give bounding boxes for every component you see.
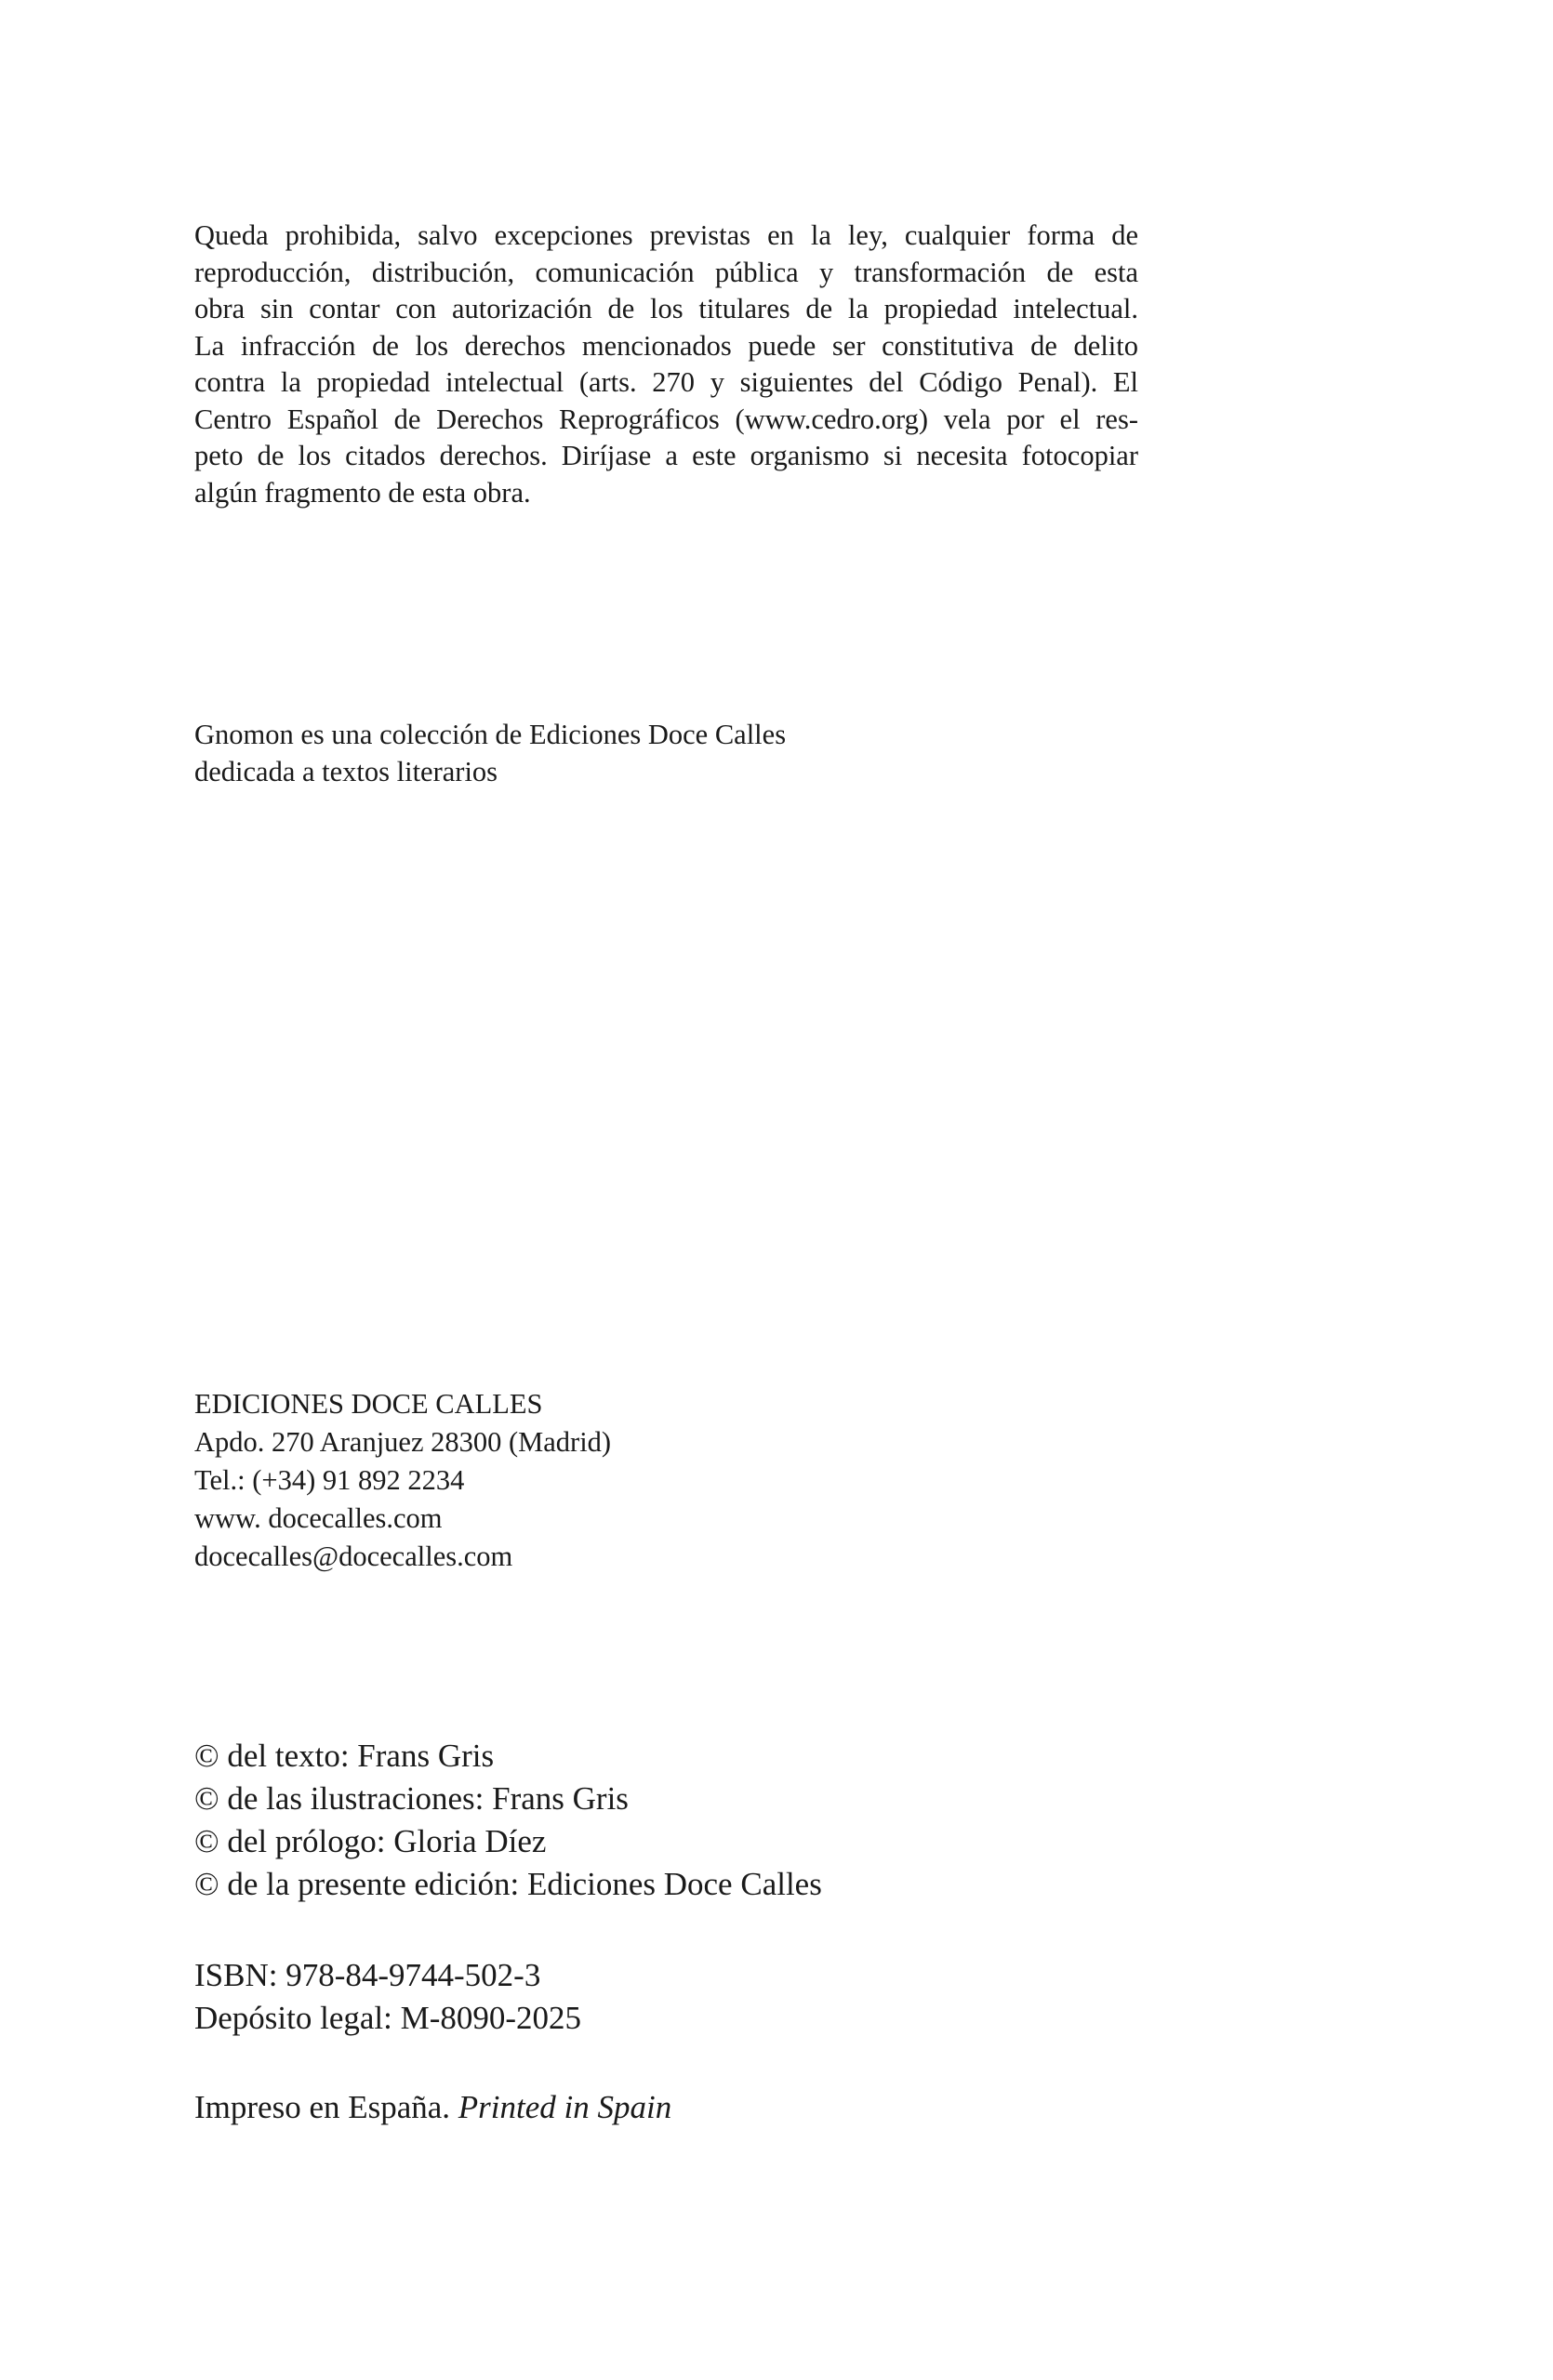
legal-notice-line: peto de los citados derechos. Diríjase a este organismo si necesita fotocopiar	[194, 440, 1138, 471]
legal-notice-line: La infracción de los derechos mencionados puede ser constitutiva de delito	[194, 329, 1138, 362]
imprint-line	[194, 2086, 671, 2129]
publisher-email: docecalles@docecalles.com	[194, 1540, 513, 1572]
credit-edition: © de la presente edición: Ediciones Doce Calles	[194, 1866, 822, 1902]
isbn: ISBN: 978-84-9744-502-3	[194, 1957, 541, 1993]
imprint	[194, 2086, 671, 2129]
publisher-phone: Tel.: (+34) 91 892 2234	[194, 1464, 465, 1496]
credit-text: © del texto: Frans Gris	[194, 1738, 495, 1774]
credit-illustrations: © de las ilustraciones: Frans Gris	[194, 1780, 629, 1817]
collection-line-1: Gnomon es una colección de Ediciones Doce Calles	[194, 719, 787, 750]
legal-deposit: Depósito legal: M-8090-2025	[194, 2000, 582, 2036]
legal-notice-line: reproducción, distribución, comunicación pública y transformación de esta	[194, 256, 1138, 288]
collection-line-2: dedicada a textos literarios	[194, 756, 498, 787]
legal-notice	[194, 218, 1138, 511]
publisher-name: EDICIONES DOCE CALLES	[194, 1388, 543, 1420]
publisher-info	[194, 1385, 611, 1576]
printed-in-spanish: Impreso en España.	[194, 2089, 451, 2125]
credit-prologue: © del prólogo: Gloria Díez	[194, 1823, 547, 1859]
publisher-address: Apdo. 270 Aranjuez 28300 (Madrid)	[194, 1426, 612, 1458]
collection-note	[194, 716, 786, 790]
publisher-website: www. docecalles.com	[194, 1502, 443, 1534]
copyright-credits	[194, 1735, 822, 1906]
legal-notice-line: Centro Español de Derechos Reprográficos (www.cedro.org) vela por el res-	[194, 403, 1138, 435]
legal-notice-line: Queda prohibida, salvo excepciones previstas en la ley, cualquier forma de	[194, 219, 1138, 251]
book-identifiers	[194, 1954, 581, 2040]
printed-in-english: Printed in Spain	[458, 2089, 672, 2125]
legal-notice-line: contra la propiedad intelectual (arts. 270 y siguientes del Código Penal). El	[194, 366, 1138, 398]
legal-notice-line: obra sin contar con autorización de los titulares de la propiedad intelectual.	[194, 293, 1138, 324]
legal-notice-line: algún fragmento de esta obra.	[194, 476, 531, 509]
